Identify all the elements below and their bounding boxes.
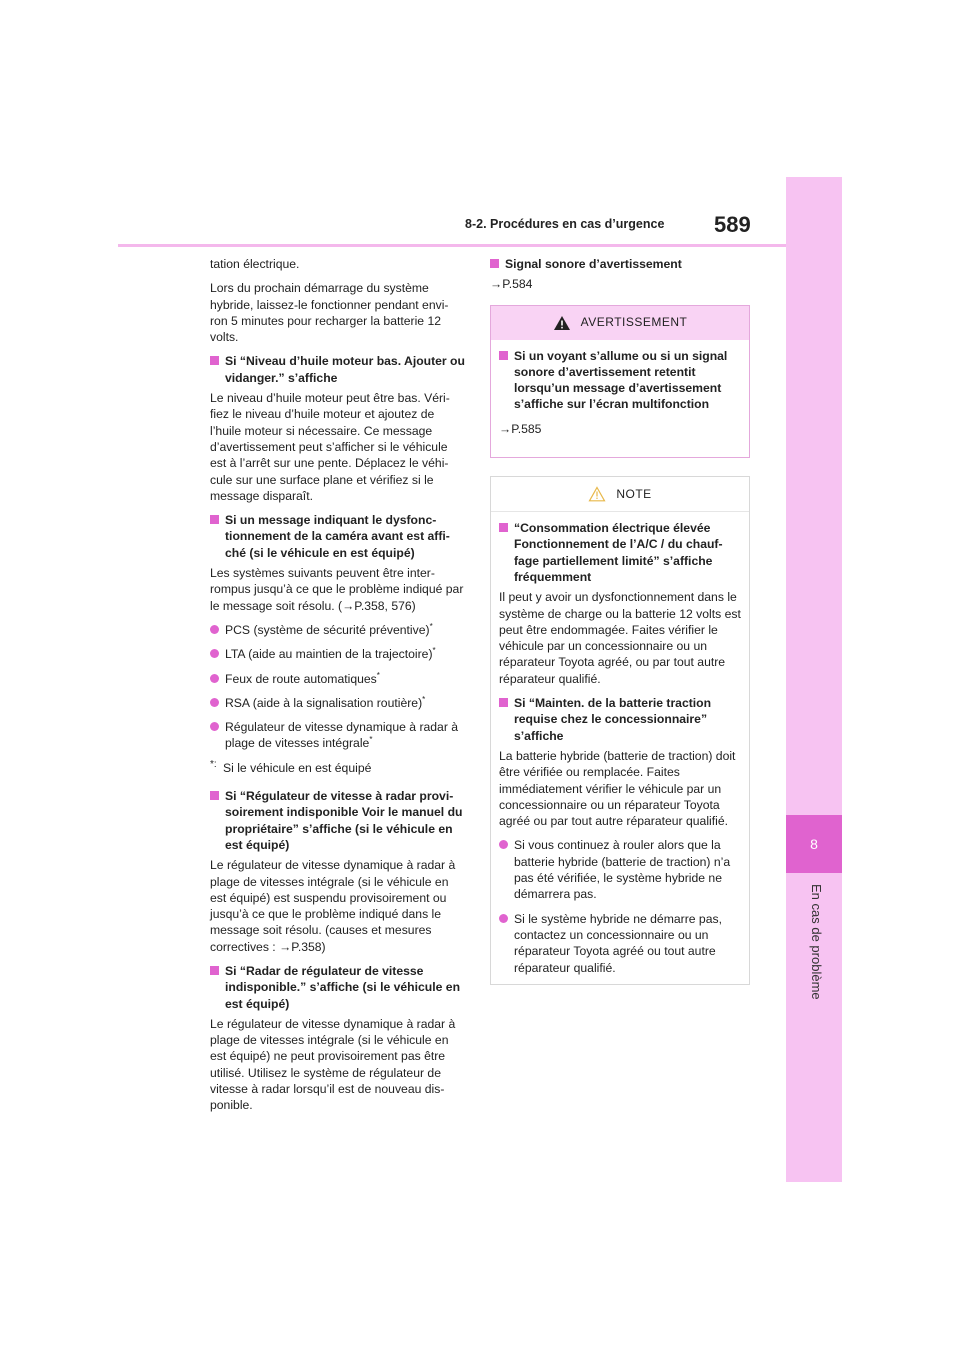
note-box-title: NOTE — [616, 486, 652, 501]
square-bullet-icon — [210, 966, 219, 975]
radar-paragraph: Le régulateur de vitesse dynamique à radar à plage de vitesses intégrale (si le véhicule en est équipé) ne peut provisoirement pas être utilisé. Utilisez le système de régulateur de vitesse à radar lorsqu’il est de nouveau dis- ponible. — [210, 1016, 456, 1113]
round-bullet-icon — [210, 625, 219, 634]
warning-box — [490, 305, 750, 458]
chapter-side-tab — [786, 177, 842, 1182]
oil-heading-text: Si “Niveau d’huile moteur bas. Ajouter ou vidanger.” s’affiche — [225, 354, 465, 385]
square-bullet-icon — [499, 523, 508, 532]
round-bullet-icon — [499, 914, 508, 923]
square-bullet-icon — [490, 259, 499, 268]
list-item: Si vous continuez à rouler alors que la batterie hybride (batterie de traction) n’a pas été vérifiée, le système hybride ne démarrera pas. — [499, 837, 741, 902]
list-item: Feux de route automatiques* — [210, 671, 466, 687]
camera-heading-text: Si un message indiquant le dysfonc- tionnement de la caméra avant est affi- ché (si le véhicule en est équipé) — [225, 513, 450, 560]
list-item: Régulateur de vitesse dynamique à radar à plage de vitesses intégrale* — [210, 719, 466, 752]
page-number: 589 — [714, 212, 751, 237]
signal-heading-text: Signal sonore d’avertissement — [505, 257, 682, 271]
warning-reference: →P.585 — [499, 421, 542, 436]
note-paragraph-2: La batterie hybride (batterie de traction) doit être vérifiée ou remplacée. Faites immédiatement vérifier le véhicule par un concessionnaire ou un réparateur Toyota agréé ou par tout autre réparateur qualifié. — [499, 748, 736, 829]
chapter-label: En cas de problème — [809, 884, 824, 1000]
cruise-paragraph: Le régulateur de vitesse dynamique à radar à plage de vitesses intégrale (si le véhicule en est équipé) est suspendu provisoirement ou jusqu’à ce que le problème indiqué dans le message soit résolu. (causes et mesures correctives : →P.358) — [210, 858, 456, 954]
round-bullet-icon — [210, 649, 219, 658]
asterisk: * — [432, 646, 436, 656]
square-bullet-icon — [210, 356, 219, 365]
signal-heading — [490, 256, 750, 272]
asterisk: * — [422, 694, 426, 704]
warning-triangle-icon — [553, 315, 571, 331]
note-heading-1-text: “Consommation électrique élevée Fonctionnement de l’A/C / du chauf- fage partiellement limité” s’affiche fréquemment — [514, 521, 723, 584]
chapter-number-box — [786, 815, 842, 873]
note-box-header — [491, 477, 749, 512]
list-item: RSA (aide à la signalisation routière)* — [210, 695, 466, 711]
note-box — [490, 476, 750, 985]
radar-heading — [210, 963, 466, 1012]
left-column — [210, 256, 466, 1122]
square-bullet-icon — [210, 515, 219, 524]
list-item: PCS (système de sécurité préventive)* — [210, 622, 466, 638]
caution-triangle-icon — [588, 486, 606, 502]
footnote — [210, 760, 466, 776]
chapter-number: 8 — [810, 836, 818, 852]
intro-paragraph: Lors du prochain démarrage du système hybride, laissez-le fonctionner pendant envi- ron 5 minutes pour recharger la batterie 12 volts. — [210, 281, 449, 345]
square-bullet-icon — [210, 791, 219, 800]
square-bullet-icon — [499, 351, 508, 360]
round-bullet-icon — [499, 840, 508, 849]
warning-box-body — [491, 340, 749, 437]
warning-box-title: AVERTISSEMENT — [580, 315, 688, 330]
cruise-heading-text: Si “Régulateur de vitesse à radar provi- soirement indisponible Voir le manuel du propriétaire” s’affiche (si le véhicule en est équipé) — [225, 789, 463, 852]
list-item: Si le système hybride ne démarre pas, contactez un concessionnaire ou un réparateur Toyota agréé ou tout autre réparateur qualifié. — [499, 911, 741, 976]
note-box-body — [491, 512, 749, 976]
footnote-mark: *: — [210, 758, 217, 770]
footnote-text: Si le véhicule en est équipé — [223, 760, 372, 775]
right-column — [490, 256, 750, 1003]
camera-paragraph: Les systèmes suivants peuvent être inter- rompus jusqu’à ce que le problème indiqué par le message soit résolu. (→P.358, 576) — [210, 566, 464, 613]
intro-paragraph: tation électrique. — [210, 257, 300, 271]
round-bullet-icon — [210, 698, 219, 707]
note-heading-1 — [499, 520, 741, 585]
note-paragraph-1: Il peut y avoir un dysfonctionnement dans le système de charge ou la batterie 12 volts est peut être endommagée. Faites vérifier le véhicule par un concessionnaire ou un réparateur Toyota agréé, ou par tout autre réparateur qualifié. — [499, 590, 741, 686]
signal-reference: →P.584 — [490, 277, 533, 292]
asterisk: * — [376, 670, 380, 680]
section-title: 8-2. Procédures en cas d’urgence — [465, 217, 665, 231]
header-rule — [118, 244, 786, 247]
asterisk: * — [429, 621, 433, 631]
asterisk: * — [369, 735, 373, 745]
note-heading-2 — [499, 695, 741, 744]
radar-heading-text: Si “Radar de régulateur de vitesse indisponible.” s’affiche (si le véhicule en est équipé) — [225, 963, 461, 1011]
warning-heading-text: Si un voyant s’allume ou si un signal sonore d’avertissement retentit lorsqu’un message d’avertissement s’affiche sur l’écran multifonction — [514, 348, 728, 412]
warning-box-header — [491, 306, 749, 340]
round-bullet-icon — [210, 674, 219, 683]
warning-heading — [499, 348, 741, 413]
round-bullet-icon — [210, 722, 219, 731]
list-item: LTA (aide au maintien de la trajectoire)* — [210, 646, 466, 662]
square-bullet-icon — [499, 698, 508, 707]
note-heading-2-text: Si “Mainten. de la batterie traction requise chez le concessionnaire” s’affiche — [514, 696, 712, 743]
camera-heading — [210, 512, 466, 561]
oil-paragraph: Le niveau d’huile moteur peut être bas. Véri- fiez le niveau d’huile moteur et ajoutez de l’huile moteur si nécessaire. Ce message d’avertissement peut s’afficher si le véhicule est à l’arrêt sur une pente. Déplacez le véhi- cule sur une surface plane et vérifiez si le message disparaît. — [210, 391, 450, 503]
cruise-heading — [210, 788, 466, 853]
oil-heading — [210, 353, 466, 386]
